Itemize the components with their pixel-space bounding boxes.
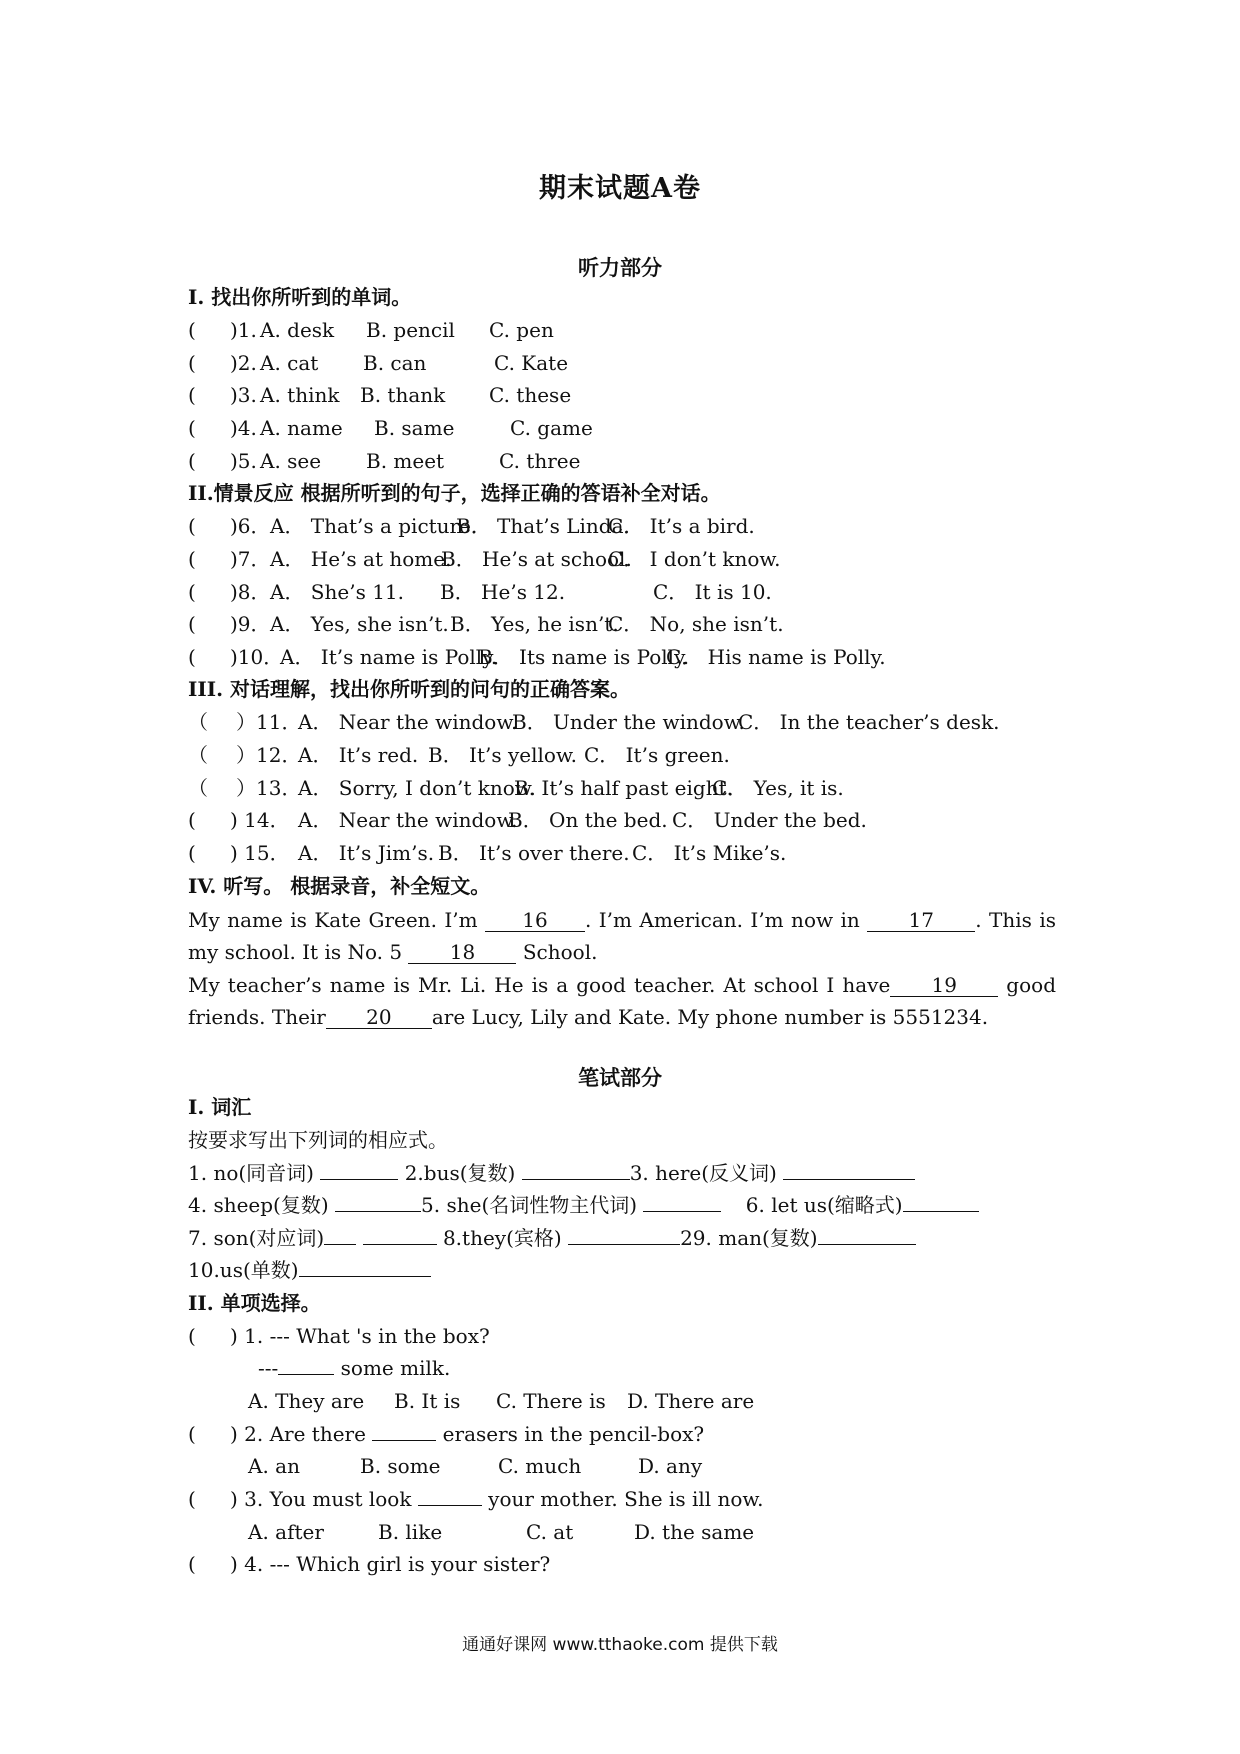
list-item: ( )4. A. name B. same C. game	[188, 416, 593, 440]
page-title: 期末试题A卷	[539, 173, 701, 204]
vocab-blank[interactable]	[783, 1179, 915, 1180]
list-item: ( )2. A. cat B. can C. Kate	[188, 351, 569, 375]
mc-question-1-reply: --- some milk.	[258, 1356, 451, 1380]
vocab-row-2: 4. sheep(复数) 5. she(名词性物主代词) 6. let us(缩略式)	[188, 1195, 979, 1215]
vocab-blank[interactable]	[335, 1211, 421, 1212]
vocab-blank[interactable]	[818, 1244, 916, 1245]
blank-20[interactable]: 20	[326, 1007, 432, 1029]
exam-page: 期末试题A卷 听力部分 I. 找出你所听到的单词。 ( )1. A. desk B. pencil C. pen ( )2. A. cat B. can C. Kate ( )3. A. think B. thank C. these ( )4. A. name B. same C. game ( )5. A. see B. meet C. three II.情景反应 根据所听到的句子，选择正确的答语补全对话。 ( )6． A． That’s a picture. B． That’s Linda. C． It’s a bird. ( )7． A． He’s at home. B． He’s at school. C． I don’t know. ( )8． A． She’s 11. B． He’s 12. C． It is 10. ( )9． A． Yes, she isn’t. B． Yes, he isn’t. C． No, she isn’t. ( )10． A． It’s name is Polly. B． Its name is Polly. C． His name is Polly. III. 对话理解，找出你所听到的问句的正确答案。 （ ）11． A． Near the window. B． Under the window. C． In the teacher’s desk. （ ）12． A． It’s red. B． It’s yellow. C． It’s green. （ ）13． A． Sorry, I don’t know. B. It’s half past eight. C． Yes, it is. ( ) 14． A． Near the window. B． On the bed. C． Under the bed. ( ) 15． A． It’s Jim’s. B． It’s over there. C． It’s Mike’s. IV. 听写。 根据录音，补全短文。 My name is Kate Green. I’m 16 . I’m American. I’m now in 17 . This is my school. It is No. 5 18 School. My teacher’s name is Mr. Li. He is a good teacher. At school I have 19 good friends. Their 20 are Lucy, Lily and Kate. My phone number is 5551234. 笔试部分 I. 词汇 按要求写出下列词的相应式。 1. no(同音词) 2.bus(复数) 3. here(反义词) 4. sheep(复数) 5. she(名词性物主代词) 6. let us(缩略式) 7. son(对应词) 8.they(宾格) 29. man(复数) 10.us(单数) II. 单项选择。 ( ) 1. --- What 's in the box? --- some milk. A. They are B. It is C. There is D. There are ( ) 2. Are there erasers in the pencil-box? A. an B. some C. much D. any ( ) 3. You must look your mother. She is ill now. A. after B. like C. at D. the same ( ) 4. --- Which girl is your sister? 通通好课网 www.tthaoke.com 提供下载	[0, 0, 1240, 1754]
list-item: ( )5. A. see B. meet C. three	[188, 449, 581, 473]
list-item: ( )9． A． Yes, she isn’t. B． Yes, he isn’t. C． No, she isn’t.	[188, 612, 784, 636]
blank-17[interactable]: 17	[867, 910, 975, 932]
mc-question-3: ( ) 3. You must look your mother. She is ill now.	[188, 1487, 764, 1511]
list-item: ( )7． A． He’s at home. B． He’s at school. C． I don’t know.	[188, 547, 781, 571]
list-item: （ ）13． A． Sorry, I don’t know. B. It’s half past eight. C． Yes, it is.	[188, 776, 844, 800]
vocab-blank[interactable]	[299, 1276, 431, 1277]
vocab-blank[interactable]	[320, 1179, 398, 1180]
list-item: ( )1. A. desk B. pencil C. pen	[188, 318, 554, 342]
mc-blank[interactable]	[278, 1374, 334, 1375]
mc-blank[interactable]	[372, 1440, 436, 1441]
list-item: ( )10． A． It’s name is Polly. B． Its name is Polly. C． His name is Polly.	[188, 645, 886, 669]
vocab-row-4: 10.us(单数)	[188, 1260, 431, 1280]
vocab-blank[interactable]	[903, 1211, 979, 1212]
list-item: ( )3. A. think B. thank C. these	[188, 383, 572, 407]
list-item: ( )6． A． That’s a picture. B． That’s Linda. C． It’s a bird.	[188, 514, 755, 538]
page-footer: 通通好课网 www.tthaoke.com 提供下载	[462, 1635, 778, 1655]
blank-18[interactable]: 18	[408, 942, 516, 964]
written-part1-instruction: 按要求写出下列词的相应式。	[188, 1128, 448, 1152]
dictation-paragraph-2: My teacher’s name is Mr. Li. He is a good teacher. At school I have 19 good friends. Their 20 are Lucy, Lily and Kate. My phone number is 5551234.	[188, 973, 1056, 1029]
dictation-paragraph-1: My name is Kate Green. I’m 16 . I’m American. I’m now in 17 . This is my school. It is No. 5 18 School.	[188, 908, 1056, 964]
written-section-title: 笔试部分	[578, 1065, 662, 1090]
list-item: （ ）12． A． It’s red. B． It’s yellow. C． It’s green.	[188, 743, 730, 767]
listening-section-title: 听力部分	[578, 255, 662, 280]
listening-part2-heading: II.情景反应 根据所听到的句子，选择正确的答语补全对话。	[188, 481, 721, 505]
list-item: （ ）11． A． Near the window. B． Under the window. C． In the teacher’s desk.	[188, 710, 1000, 734]
vocab-blank[interactable]	[643, 1211, 721, 1212]
written-part1-heading: I. 词汇	[188, 1095, 252, 1119]
mc-question-4: ( ) 4. --- Which girl is your sister?	[188, 1552, 551, 1576]
blank-19[interactable]: 19	[890, 975, 998, 997]
list-item: ( ) 15． A． It’s Jim’s. B． It’s over there. C． It’s Mike’s.	[188, 841, 787, 865]
list-item: ( )8． A． She’s 11. B． He’s 12. C． It is 10.	[188, 580, 772, 604]
vocab-blank[interactable]	[324, 1244, 356, 1245]
vocab-blank[interactable]	[568, 1244, 680, 1245]
listening-part1-heading: I. 找出你所听到的单词。	[188, 285, 412, 309]
vocab-row-1: 1. no(同音词) 2.bus(复数) 3. here(反义词)	[188, 1163, 915, 1183]
mc-question-2: ( ) 2. Are there erasers in the pencil-box?	[188, 1422, 705, 1446]
vocab-blank[interactable]	[522, 1179, 630, 1180]
written-part2-heading: II. 单项选择。	[188, 1291, 321, 1315]
vocab-blank[interactable]	[363, 1244, 437, 1245]
blank-16[interactable]: 16	[485, 910, 585, 932]
listening-part3-heading: III. 对话理解，找出你所听到的问句的正确答案。	[188, 677, 630, 701]
listening-part4-heading: IV. 听写。 根据录音，补全短文。	[188, 874, 491, 898]
vocab-row-3: 7. son(对应词) 8.they(宾格) 29. man(复数)	[188, 1228, 916, 1248]
list-item: ( ) 14． A． Near the window. B． On the bed. C． Under the bed.	[188, 808, 867, 832]
mc-question-1: ( ) 1. --- What 's in the box?	[188, 1324, 490, 1348]
mc-blank[interactable]	[418, 1505, 482, 1506]
